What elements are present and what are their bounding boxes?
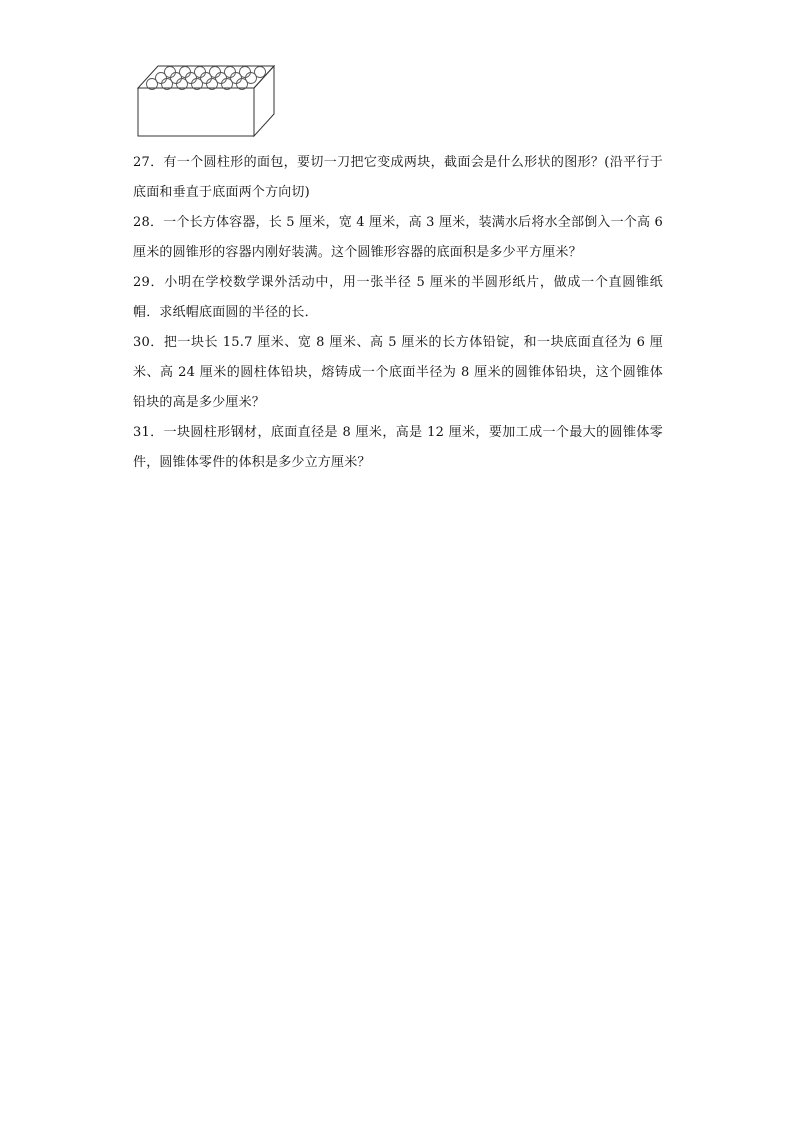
box-top-face xyxy=(138,66,274,88)
cylinder-tops xyxy=(147,67,266,90)
box-with-cylinders-figure xyxy=(130,60,280,142)
question-30: 30．把一块长 15.7 厘米、宽 8 厘米、高 5 厘米的长方体铅锭，和一块底面直径为 6 厘米、高 24 厘米的圆柱体铅块，熔铸成一个底面半径为 8 厘米的圆锥体铅块，这个圆锥体铅块的高是多少厘米？ xyxy=(133,335,663,410)
question-29: 29．小明在学校数学课外活动中，用一张半径 5 厘米的半圆形纸片，做成一个直圆锥纸帽．求纸帽底面圆的半径的长． xyxy=(133,275,663,320)
box-front-face xyxy=(138,88,254,136)
question-list xyxy=(133,148,663,478)
question-28: 28．一个长方体容器，长 5 厘米，宽 4 厘米，高 3 厘米，装满水后将水全部倒入一个高 6 厘米的圆锥形的容器内刚好装满。这个圆锥形容器的底面积是多少平方厘米？ xyxy=(133,215,663,260)
question-27: 27．有一个圆柱形的面包，要切一刀把它变成两块，截面会是什么形状的图形？(沿平行于底面和垂直于底面两个方向切) xyxy=(133,155,663,200)
question-31: 31．一块圆柱形钢材，底面直径是 8 厘米，高是 12 厘米，要加工成一个最大的圆锥体零件，圆锥体零件的体积是多少立方厘米？ xyxy=(133,425,663,470)
